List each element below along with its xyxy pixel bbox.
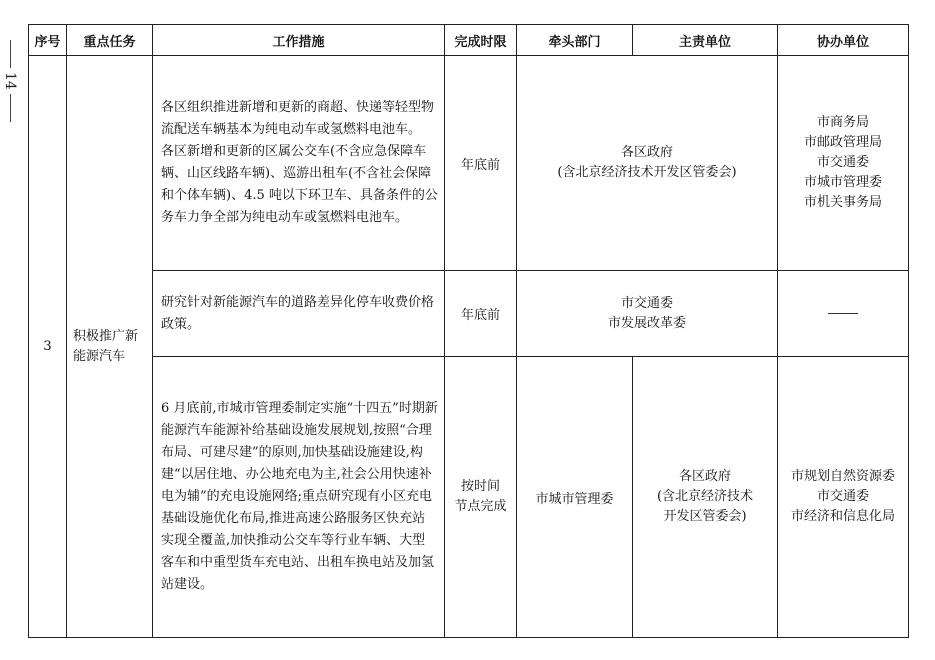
- deadline-cell: [445, 357, 517, 638]
- assist-item: 市经济和信息化局: [790, 509, 895, 524]
- responsible-line: (含北京经济技术: [656, 489, 754, 504]
- header-responsible: 主责单位: [633, 25, 778, 56]
- measures-cell: [153, 271, 445, 357]
- lead-responsible-cell: [517, 56, 778, 271]
- header-assist: 协办单位: [778, 25, 909, 56]
- assist-item: 市城市管理委: [803, 175, 882, 190]
- header-lead: 牵头部门: [517, 25, 633, 56]
- measures-cell: [153, 56, 445, 271]
- task-table: [28, 24, 909, 638]
- table-row: [29, 271, 909, 357]
- assist-item: 市交通委: [816, 155, 869, 170]
- header-measures: 工作措施: [153, 25, 445, 56]
- header-seq: 序号: [29, 25, 67, 56]
- header-deadline: 完成时限: [445, 25, 517, 56]
- assist-item: 市邮政管理局: [803, 135, 882, 150]
- header-task: 重点任务: [67, 25, 153, 56]
- responsible-line: 开发区管委会): [663, 509, 747, 524]
- measures-paragraph: 各区组织推进新增和更新的商超、快递等轻型物流配送车辆基本为纯电动车或氢燃料电池车。: [161, 100, 435, 137]
- measures-paragraph: 研究针对新能源汽车的道路差异化停车收费价格政策。: [161, 294, 435, 332]
- deadline-cell: 年底前: [445, 271, 517, 357]
- assist-cell: [778, 56, 909, 271]
- lead-responsible-cell: [517, 271, 778, 357]
- assist-item: 市机关事务局: [803, 195, 882, 210]
- page-number-marker: [0, 40, 20, 122]
- lead-line: 各区政府: [620, 145, 673, 160]
- assist-item: 市规划自然资源委: [790, 469, 895, 484]
- lead-cell: 市城市管理委: [517, 357, 633, 638]
- measures-cell: [153, 357, 445, 638]
- deadline-cell: 年底前: [445, 56, 517, 271]
- margin-dash-top: [10, 40, 11, 68]
- table-row: [29, 56, 909, 271]
- responsible-line: 各区政府: [678, 469, 731, 484]
- header-row: [29, 25, 909, 56]
- lead-line: 市发展改革委: [607, 315, 686, 331]
- assist-item: 市交通委: [816, 489, 869, 504]
- responsible-cell: [633, 357, 778, 638]
- measures-paragraph: 6 月底前,市城市管理委制定实施“十四五”时期新能源汽车能源补给基础设施发展规划,按照“合理布局、可建尽建”的原则,加快基础设施建设,构建“以居住地、办公地充电为主,社会公用快速补电为辅”的充电设施网络;重点研究现有小区充电基础设施优化布局,推进高速公路服务区快充站实现全覆盖,加快推动公交车等行业车辆、大型客车和中重型货车充电站、出租车换电站及加氢站建设。: [161, 401, 438, 592]
- margin-dash-bottom: [10, 94, 11, 122]
- task-cell: 积极推广新能源汽车: [67, 56, 153, 638]
- table-row: [29, 357, 909, 638]
- lead-line: (含北京经济技术开发区管委会): [557, 165, 737, 180]
- deadline-line: 节点完成: [454, 499, 507, 514]
- measures-paragraph: 各区新增和更新的区属公交车(不含应急保障车辆、山区线路车辆)、巡游出租车(不含社会保障和个体车辆)、4.5 吨以下环卫车、具备条件的公务车力争全部为纯电动车或氢燃料电池车。: [161, 144, 438, 225]
- assist-cell: [778, 271, 909, 357]
- empty-dash: [828, 313, 858, 314]
- deadline-line: 按时间: [460, 479, 500, 494]
- lead-line: 市交通委: [620, 295, 673, 311]
- page-number: 14: [2, 72, 18, 90]
- seq-cell: 3: [29, 56, 67, 638]
- assist-item: 市商务局: [816, 115, 869, 130]
- assist-cell: [778, 357, 909, 638]
